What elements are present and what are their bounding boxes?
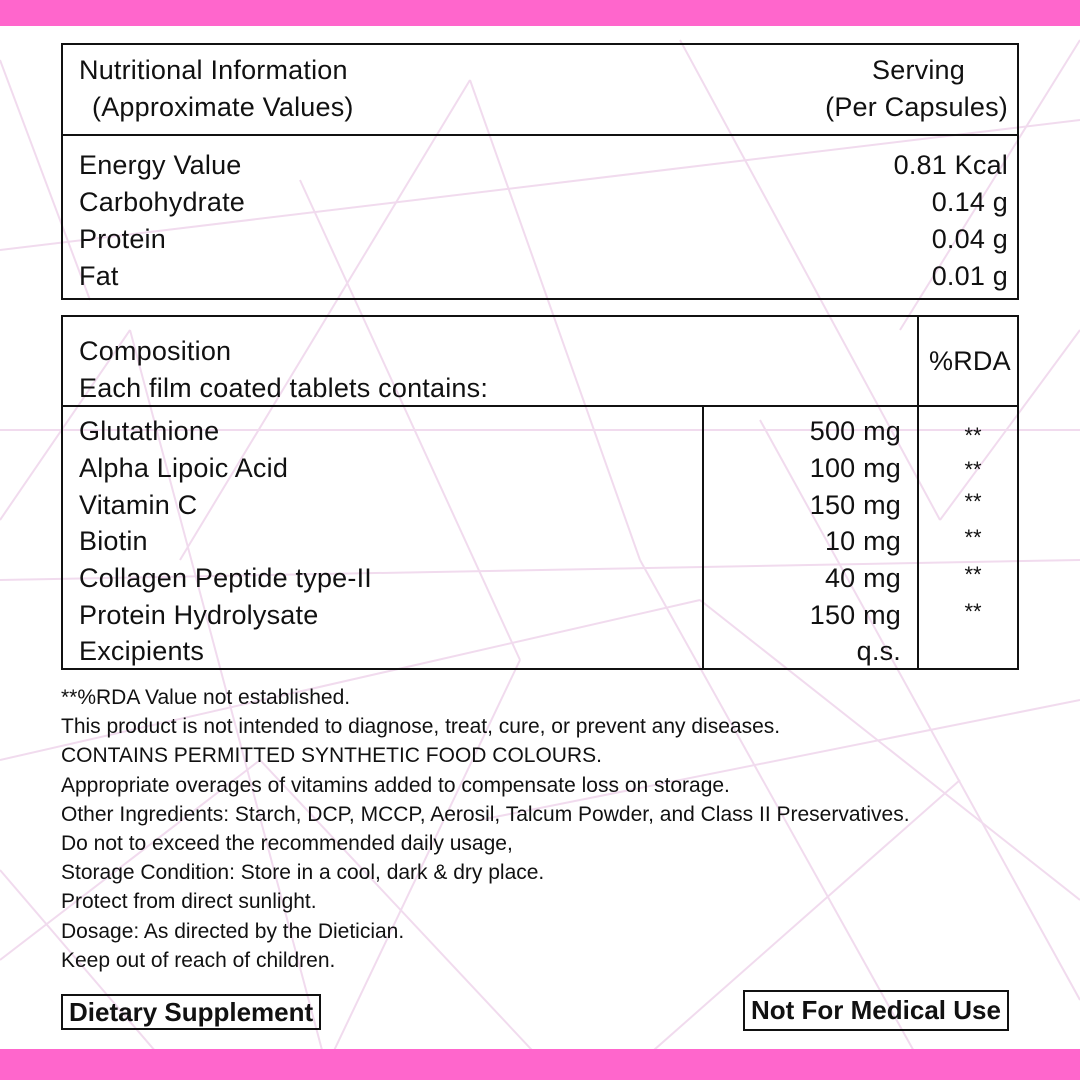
composition-row-amount: 40 mg [824, 563, 901, 593]
composition-row-rda: ** [964, 525, 982, 550]
rda-header: %RDA [929, 346, 1011, 376]
amount-column-divider [702, 405, 704, 668]
composition-row-label: Excipients [79, 636, 205, 666]
composition-table [61, 315, 1019, 670]
nutrition-row-label: Energy Value [79, 150, 242, 180]
rda-column-divider [917, 317, 919, 668]
composition-row-rda: ** [964, 423, 982, 448]
composition-row-label: Protein Hydrolysate [79, 600, 319, 630]
composition-subtitle: Each film coated tablets contains: [79, 373, 489, 403]
note-line: Storage Condition: Store in a cool, dark & dry place. [61, 861, 545, 885]
composition-row-rda: ** [964, 599, 982, 624]
composition-row-label: Alpha Lipoic Acid [79, 453, 289, 483]
composition-row-rda: ** [964, 562, 982, 587]
composition-row-amount: 150 mg [809, 490, 901, 520]
composition-row-amount: 10 mg [824, 526, 901, 556]
nutrition-row-value: 0.81 Kcal [893, 150, 1008, 180]
note-line: Keep out of reach of children. [61, 948, 336, 972]
composition-row-label: Biotin [79, 526, 148, 556]
composition-row-rda: ** [964, 489, 982, 514]
serving-subheader: (Per Capsules) [825, 92, 1008, 122]
note-line: Other Ingredients: Starch, DCP, MCCP, Aerosil, Talcum Powder, and Class II Preservatives. [61, 802, 910, 826]
nutrition-row-label: Fat [79, 261, 119, 291]
composition-row-rda: ** [964, 457, 982, 482]
composition-row-label: Vitamin C [79, 490, 198, 520]
composition-row-amount: 100 mg [809, 453, 901, 483]
bottom-accent-band [0, 1049, 1080, 1080]
note-line: Protect from direct sunlight. [61, 890, 317, 914]
nutrition-row-value: 0.04 g [931, 224, 1008, 254]
composition-row-amount: q.s. [856, 636, 901, 666]
dietary-supplement-tag: Dietary Supplement [61, 994, 321, 1030]
note-line: **%RDA Value not established. [61, 686, 351, 709]
nutrition-row-label: Protein [79, 224, 166, 254]
composition-row-label: Glutathione [79, 416, 220, 446]
serving-header: Serving [872, 55, 965, 85]
note-line: This product is not intended to diagnose, treat, cure, or prevent any diseases. [61, 715, 781, 739]
nutrition-row-label: Carbohydrate [79, 187, 245, 217]
nutrition-header-divider [63, 134, 1017, 136]
note-line: Appropriate overages of vitamins added to compensate loss on storage. [61, 773, 730, 797]
composition-row-label: Collagen Peptide type-II [79, 563, 372, 593]
note-line: Do not to exceed the recommended daily usage, [61, 832, 513, 856]
nutrition-row-value: 0.01 g [931, 261, 1008, 291]
nutrition-subtitle: (Approximate Values) [92, 92, 354, 122]
note-line: Dosage: As directed by the Dietician. [61, 919, 405, 943]
label-notes [61, 683, 1061, 975]
note-line: CONTAINS PERMITTED SYNTHETIC FOOD COLOURS. [61, 744, 602, 768]
nutrition-table [61, 43, 1019, 300]
composition-title: Composition [79, 336, 232, 366]
nutrition-row-value: 0.14 g [931, 187, 1008, 217]
composition-row-amount: 150 mg [809, 600, 901, 630]
composition-row-amount: 500 mg [809, 416, 901, 446]
nutrition-title: Nutritional Information [79, 55, 348, 85]
not-for-medical-use-tag: Not For Medical Use [743, 990, 1009, 1031]
